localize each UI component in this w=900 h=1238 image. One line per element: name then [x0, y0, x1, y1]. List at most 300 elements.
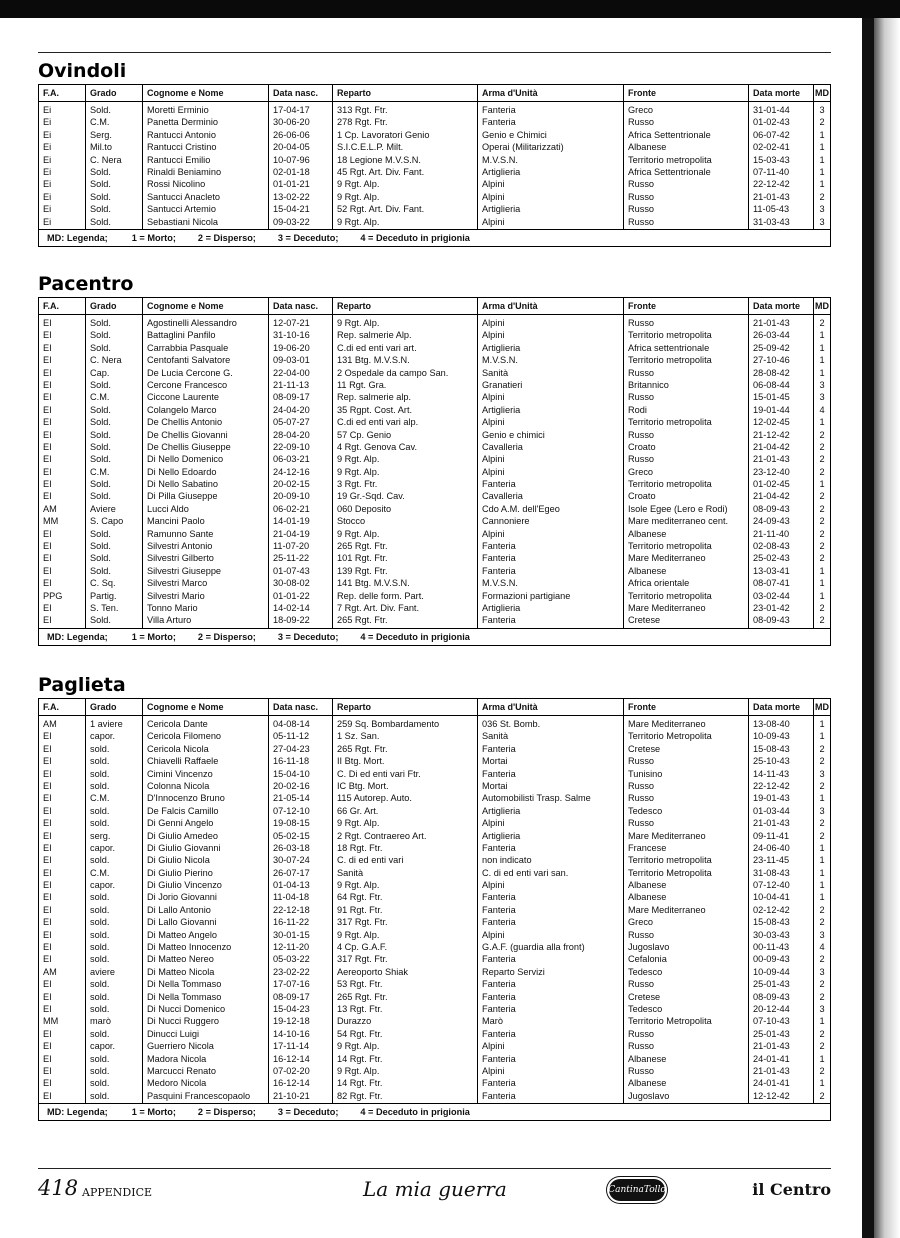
cell-data-nasc: 06-03-21	[273, 454, 310, 465]
cell-data-nasc: 21-11-13	[273, 379, 310, 390]
cell-data-morte: 21-04-42	[753, 441, 790, 452]
cell-grado: Serg.	[90, 129, 112, 140]
cell-fronte: Greco	[628, 917, 654, 928]
cell-data-nasc: 16-11-22	[273, 917, 310, 928]
table-row	[39, 191, 830, 203]
cell-arma: Granatieri	[482, 379, 523, 390]
table-row	[39, 129, 830, 141]
section-title: Pacentro	[38, 273, 134, 295]
cell-data-nasc: 31-10-16	[273, 330, 310, 341]
cell-fronte: Albanese	[628, 528, 667, 539]
cell-grado: sold.	[90, 1090, 110, 1101]
cell-data-morte: 15-01-45	[753, 392, 790, 403]
cell-md: 1	[819, 867, 825, 878]
cell-fronte: Croato	[628, 491, 656, 502]
cell-data-morte: 14-11-43	[753, 768, 790, 779]
cell-arma: Reparto Servizi	[482, 966, 545, 977]
cell-fronte: Territorio metropolita	[628, 154, 712, 165]
cell-nome: De Chellis Antonio	[147, 417, 223, 428]
cell-arma: 036 St. Bomb.	[482, 719, 541, 729]
cell-data-morte: 00-09-43	[753, 954, 790, 965]
table-row	[39, 416, 830, 428]
cell-reparto: C. Di ed enti vari Ftr.	[337, 768, 421, 779]
cell-data-morte: 03-02-44	[753, 590, 790, 601]
cell-data-nasc: 26-03-18	[273, 842, 310, 853]
cell-reparto: Rep. salmerie alp.	[337, 392, 412, 403]
cell-md: 1	[819, 855, 825, 866]
cell-fronte: Russo	[628, 318, 655, 328]
cell-fronte: Territorio metropolita	[628, 330, 712, 341]
cell-fronte: Russo	[628, 929, 655, 940]
cell-nome: Di Nella Tommaso	[147, 991, 222, 1002]
cell-nome: Chiavelli Raffaele	[147, 756, 219, 767]
cell-data-nasc: 19-06-20	[273, 342, 310, 353]
cell-arma: Alpini	[482, 929, 505, 940]
cell-fa: EI	[43, 541, 52, 552]
cell-reparto: Durazzo	[337, 1016, 372, 1027]
table-row	[39, 904, 830, 916]
cell-fa: EI	[43, 780, 52, 791]
column-header-nome: Cognome e Nome	[143, 298, 269, 314]
cell-data-nasc: 17-07-16	[273, 979, 310, 990]
cell-fronte: Russo	[628, 392, 655, 403]
cell-grado: sold.	[90, 904, 110, 915]
cell-arma: Fanteria	[482, 954, 516, 965]
table-row	[39, 178, 830, 190]
cell-data-morte: 10-04-41	[753, 892, 790, 903]
cell-data-morte: 21-01-43	[753, 1041, 790, 1052]
cell-md: 2	[819, 503, 825, 514]
cell-nome: Di Giulio Vincenzo	[147, 880, 222, 891]
cell-nome: De Chellis Giuseppe	[147, 441, 231, 452]
cell-reparto: 14 Rgt. Ftr.	[337, 1078, 383, 1089]
column-header-grado: Grado	[86, 298, 143, 314]
cell-nome: Cercone Francesco	[147, 379, 228, 390]
cell-data-nasc: 25-11-22	[273, 553, 310, 564]
page-footer	[38, 1176, 831, 1208]
table-row	[39, 565, 830, 577]
cell-reparto: 060 Deposito	[337, 503, 392, 514]
table-row	[39, 391, 830, 403]
cell-data-nasc: 01-07-43	[273, 565, 310, 576]
cell-fronte: Mare Mediterraneo	[628, 553, 706, 564]
cell-data-morte: 26-03-44	[753, 330, 790, 341]
cell-grado: Sold.	[90, 454, 111, 465]
cell-arma: C. di ed enti vari san.	[482, 867, 569, 878]
cell-nome: Di Nello Domenico	[147, 454, 224, 465]
cell-md: 1	[819, 842, 825, 853]
cell-data-nasc: 05-03-22	[273, 954, 310, 965]
cell-reparto: 7 Rgt. Art. Div. Fant.	[337, 602, 420, 613]
cell-arma: Fanteria	[482, 1078, 516, 1089]
cell-nome: Medoro Nicola	[147, 1078, 207, 1089]
cell-grado: sold.	[90, 929, 110, 940]
cell-reparto: 82 Rgt. Ftr.	[337, 1090, 383, 1101]
cell-fronte: Russo	[628, 818, 655, 829]
cell-fronte: Russo	[628, 1041, 655, 1052]
cell-md: 1	[819, 1053, 825, 1064]
cell-arma: Fanteria	[482, 917, 516, 928]
cell-nome: Marcucci Renato	[147, 1065, 216, 1076]
cell-nome: Di Nucci Ruggero	[147, 1016, 219, 1027]
cell-reparto: Rep. delle form. Part.	[337, 590, 424, 601]
cell-md: 2	[819, 1065, 825, 1076]
cell-fa: EI	[43, 615, 52, 626]
cell-arma: Fanteria	[482, 743, 516, 754]
cell-reparto: 259 Sq. Bombardamento	[337, 719, 440, 729]
cell-grado: C.M.	[90, 793, 110, 804]
cell-data-morte: 13-03-41	[753, 565, 790, 576]
cell-fronte: Territorio metropolita	[628, 479, 712, 490]
cell-reparto: 91 Rgt. Ftr.	[337, 904, 383, 915]
cell-data-morte: 21-12-42	[753, 429, 790, 440]
cell-grado: sold.	[90, 1078, 110, 1089]
cell-grado: Sold.	[90, 204, 111, 215]
column-header-reparto: Reparto	[333, 699, 478, 715]
table-row	[39, 1040, 830, 1052]
cell-fa: EI	[43, 1065, 52, 1076]
table-row	[39, 577, 830, 589]
cell-arma: M.V.S.N.	[482, 355, 518, 366]
table-row	[39, 540, 830, 552]
column-header-fa: F.A.	[39, 699, 86, 715]
column-header-arma: Arma d'Unità	[478, 699, 624, 715]
cell-arma: Fanteria	[482, 553, 516, 564]
column-header-grado: Grado	[86, 85, 143, 101]
cell-fa: EI	[43, 917, 52, 928]
cell-data-nasc: 07-02-20	[273, 1065, 310, 1076]
cell-data-morte: 19-01-44	[753, 404, 790, 415]
cell-fa: EI	[43, 330, 52, 341]
cell-fronte: Mare Mediterraneo	[628, 602, 706, 613]
cell-arma: Alpini	[482, 466, 505, 477]
cell-nome: Agostinelli Alessandro	[147, 318, 237, 328]
legend-item: 3 = Deceduto;	[277, 232, 339, 243]
column-header-data-nasc: Data nasc.	[269, 298, 333, 314]
cell-data-morte: 07-12-40	[753, 880, 790, 891]
cell-arma: non indicato	[482, 855, 532, 866]
cell-reparto: 4 Cp. G.A.F.	[337, 942, 388, 953]
cell-fronte: Territorio metropolita	[628, 855, 712, 866]
cell-arma: Alpini	[482, 216, 505, 227]
cell-data-nasc: 04-08-14	[273, 719, 310, 729]
cell-md: 2	[819, 602, 825, 613]
cell-md: 4	[819, 942, 825, 953]
cell-fronte: Russo	[628, 429, 655, 440]
cell-fronte: Russo	[628, 216, 655, 227]
cell-fronte: Mare Mediterraneo	[628, 904, 706, 915]
legend-item: 1 = Morto;	[131, 232, 176, 243]
cell-fa: EI	[43, 979, 52, 990]
cell-data-nasc: 27-04-23	[273, 743, 310, 754]
cell-fa: MM	[43, 516, 59, 527]
column-header-data-morte: Data morte	[749, 298, 814, 314]
cell-data-morte: 25-10-43	[753, 756, 790, 767]
cell-fronte: Croato	[628, 441, 656, 452]
cell-data-morte: 24-09-43	[753, 516, 790, 527]
cell-md: 1	[819, 565, 825, 576]
publication-title: La mia guerra	[363, 1177, 507, 1201]
table-row	[39, 1015, 830, 1027]
cell-reparto: 9 Rgt. Alp.	[337, 179, 380, 190]
cell-grado: sold.	[90, 743, 110, 754]
cell-md: 1	[819, 719, 825, 729]
cell-grado: Sold.	[90, 379, 111, 390]
table-row	[39, 780, 830, 792]
cell-data-nasc: 09-03-01	[273, 355, 310, 366]
cell-grado: marò	[90, 1016, 111, 1027]
cell-fa: Ei	[43, 105, 52, 115]
cell-data-nasc: 21-10-21	[273, 1090, 310, 1101]
cell-nome: Di Giulio Giovanni	[147, 842, 221, 853]
cell-fa: EI	[43, 929, 52, 940]
cell-fa: EI	[43, 805, 52, 816]
cell-data-nasc: 01-04-13	[273, 880, 310, 891]
table-row	[39, 116, 830, 128]
cell-md: 2	[819, 516, 825, 527]
cell-arma: Fanteria	[482, 991, 516, 1002]
cell-grado: Sold.	[90, 105, 111, 115]
cell-reparto: 35 Rgpt. Cost. Art.	[337, 404, 413, 415]
top-rule	[38, 52, 831, 53]
table-row	[39, 552, 830, 564]
cell-fa: EI	[43, 553, 52, 564]
cell-md: 3	[819, 805, 825, 816]
cell-reparto: 45 Rgt. Art. Div. Fant.	[337, 166, 425, 177]
md-legend	[39, 1103, 830, 1120]
cell-fa: EI	[43, 392, 52, 403]
table-row	[39, 342, 830, 354]
cell-fronte: Rodi	[628, 404, 647, 415]
cell-md: 3	[819, 105, 825, 115]
cell-reparto: 313 Rgt. Ftr.	[337, 105, 388, 115]
cell-data-morte: 08-07-41	[753, 578, 790, 589]
legend-item: 3 = Deceduto;	[277, 1107, 339, 1118]
cell-reparto: 66 Gr. Art.	[337, 805, 379, 816]
cell-nome: Cimini Vincenzo	[147, 768, 213, 779]
cell-fa: EI	[43, 1028, 52, 1039]
cell-md: 1	[819, 892, 825, 903]
cell-nome: Silvestri Mario	[147, 590, 205, 601]
cell-arma: Fanteria	[482, 1028, 516, 1039]
cell-nome: Di Nello Sabatino	[147, 479, 218, 490]
cell-fa: EI	[43, 1078, 52, 1089]
cell-fa: Ei	[43, 204, 52, 215]
cell-md: 2	[819, 954, 825, 965]
table-row	[39, 614, 830, 626]
cell-fronte: Africa Settentrionale	[628, 129, 711, 140]
cell-reparto: 265 Rgt. Ftr.	[337, 615, 388, 626]
cell-reparto: 9 Rgt. Alp.	[337, 466, 380, 477]
cell-arma: Artiglieria	[482, 602, 521, 613]
cell-data-nasc: 01-01-22	[273, 590, 310, 601]
cell-arma: Alpini	[482, 818, 505, 829]
cell-grado: Mil.to	[90, 142, 112, 153]
cell-fronte: Russo	[628, 204, 655, 215]
cell-data-nasc: 10-07-96	[273, 154, 310, 165]
cell-data-morte: 06-08-44	[753, 379, 790, 390]
cell-md: 1	[819, 731, 825, 742]
cell-md: 2	[819, 1028, 825, 1039]
cell-reparto: 13 Rgt. Ftr.	[337, 1003, 383, 1014]
cell-data-nasc: 19-12-18	[273, 1016, 310, 1027]
cell-md: 1	[819, 793, 825, 804]
cell-fa: EI	[43, 904, 52, 915]
cell-arma: Fanteria	[482, 979, 516, 990]
cell-arma: Fanteria	[482, 117, 516, 128]
cell-grado: sold.	[90, 1028, 110, 1039]
cell-reparto: IC Btg. Mort.	[337, 780, 389, 791]
table-row	[39, 854, 830, 866]
cell-reparto: 2 Ospedale da campo San.	[337, 367, 449, 378]
table-row	[39, 354, 830, 366]
cell-fa: EI	[43, 842, 52, 853]
cell-grado: Sold.	[90, 528, 111, 539]
cell-data-morte: 06-07-42	[753, 129, 790, 140]
cell-data-nasc: 30-01-15	[273, 929, 310, 940]
cell-data-morte: 21-01-43	[753, 454, 790, 465]
cell-data-morte: 08-09-43	[753, 991, 790, 1002]
cell-nome: Colonna Nicola	[147, 780, 210, 791]
cell-arma: Fanteria	[482, 892, 516, 903]
cell-data-nasc: 12-11-20	[273, 942, 310, 953]
cell-fa: EI	[43, 991, 52, 1002]
cell-arma: Alpini	[482, 392, 505, 403]
cell-data-nasc: 14-01-19	[273, 516, 310, 527]
cell-fa: EI	[43, 1053, 52, 1064]
cell-data-morte: 30-03-43	[753, 929, 790, 940]
cell-data-morte: 11-05-43	[753, 204, 790, 215]
section-paglieta	[38, 672, 831, 1121]
cell-data-morte: 27-10-46	[753, 355, 790, 366]
column-header-md: MD	[815, 301, 829, 311]
cell-nome: Centofanti Salvatore	[147, 355, 231, 366]
cell-grado: sold.	[90, 805, 110, 816]
cell-data-nasc: 18-09-22	[273, 615, 310, 626]
table-row	[39, 379, 830, 391]
cell-data-nasc: 11-07-20	[273, 541, 310, 552]
cell-nome: Silvestri Giuseppe	[147, 565, 222, 576]
cell-data-nasc: 20-02-16	[273, 780, 310, 791]
cell-fronte: Territorio Metropolita	[628, 1016, 712, 1027]
cell-grado: capor.	[90, 1041, 116, 1052]
cell-data-nasc: 24-12-16	[273, 466, 310, 477]
cell-arma: Automobilisti Trasp. Salme	[482, 793, 591, 804]
cell-grado: S. Ten.	[90, 602, 119, 613]
cell-fa: EI	[43, 892, 52, 903]
cell-data-morte: 00-11-43	[753, 942, 790, 953]
cell-arma: Fanteria	[482, 1003, 516, 1014]
table-row	[39, 768, 830, 780]
cell-fronte: Cretese	[628, 991, 661, 1002]
cell-grado: Sold.	[90, 615, 111, 626]
cell-fa: EI	[43, 404, 52, 415]
cell-arma: Cdo A.M. dell'Egeo	[482, 503, 560, 514]
cell-md: 2	[819, 454, 825, 465]
table-row	[39, 991, 830, 1003]
table-row	[39, 1077, 830, 1089]
cell-data-nasc: 17-04-17	[273, 105, 310, 115]
cell-data-morte: 10-09-44	[753, 966, 790, 977]
cell-nome: Di Giulio Amedeo	[147, 830, 218, 841]
cell-data-morte: 23-11-45	[753, 855, 790, 866]
legend-item: 2 = Disperso;	[197, 232, 256, 243]
cell-nome: De Lucia Cercone G.	[147, 367, 233, 378]
cell-md: 2	[819, 830, 825, 841]
cell-reparto: S.I.C.E.L.P. Milt.	[337, 142, 404, 153]
cell-fronte: Territorio metropolita	[628, 355, 712, 366]
cell-fronte: Greco	[628, 105, 654, 115]
cell-data-morte: 15-08-43	[753, 917, 790, 928]
newspaper-name: il Centro	[752, 1180, 831, 1199]
cell-fa: EI	[43, 793, 52, 804]
cell-grado: C. Nera	[90, 355, 122, 366]
legend-item: 4 = Deceduto in prigionia	[360, 1107, 470, 1118]
table-row	[39, 730, 830, 742]
cell-fa: EI	[43, 1041, 52, 1052]
table-row	[39, 978, 830, 990]
cell-md: 1	[819, 355, 825, 366]
cell-data-morte: 31-08-43	[753, 867, 790, 878]
cell-fronte: Albanese	[628, 892, 667, 903]
cell-data-nasc: 24-04-20	[273, 404, 310, 415]
column-header-md: MD	[815, 702, 829, 712]
cell-fa: Ei	[43, 191, 52, 202]
table-row	[39, 329, 830, 341]
legend-item: 3 = Deceduto;	[277, 631, 339, 642]
cell-data-morte: 19-01-43	[753, 793, 790, 804]
table-row	[39, 602, 830, 614]
cell-grado: Sold.	[90, 541, 111, 552]
cell-fa: EI	[43, 578, 52, 589]
cell-data-morte: 08-09-43	[753, 615, 790, 626]
cell-md: 1	[819, 330, 825, 341]
cell-md: 1	[819, 1016, 825, 1027]
cell-md: 3	[819, 204, 825, 215]
cell-reparto: 115 Autorep. Auto.	[337, 793, 412, 804]
cell-arma: Fanteria	[482, 105, 516, 115]
table-row	[39, 203, 830, 215]
cell-grado: C.M.	[90, 466, 110, 477]
cell-data-nasc: 22-09-10	[273, 441, 310, 452]
cell-fronte: Territorio Metropolita	[628, 867, 712, 878]
cell-md: 4	[819, 404, 825, 415]
section-pacentro	[38, 271, 831, 646]
table-header	[39, 85, 830, 102]
table-row	[39, 805, 830, 817]
cell-md: 1	[819, 142, 825, 153]
cell-fa: AM	[43, 966, 57, 977]
legend-item: 2 = Disperso;	[197, 1107, 256, 1118]
cell-data-nasc: 09-03-22	[273, 216, 310, 227]
cell-data-morte: 10-09-43	[753, 731, 790, 742]
cell-fronte: Territorio Metropolita	[628, 731, 712, 742]
cell-reparto: 54 Rgt. Ftr.	[337, 1028, 383, 1039]
cell-reparto: C.di ed enti vari art.	[337, 342, 417, 353]
cell-grado: Aviere	[90, 503, 116, 514]
column-header-nome: Cognome e Nome	[143, 699, 269, 715]
cell-data-morte: 13-08-40	[753, 719, 790, 729]
table-row	[39, 141, 830, 153]
cell-reparto: 9 Rgt. Alp.	[337, 880, 380, 891]
cell-data-morte: 07-11-40	[753, 166, 790, 177]
cell-arma: Marò	[482, 1016, 503, 1027]
cell-grado: sold.	[90, 942, 110, 953]
cell-arma: Alpini	[482, 179, 505, 190]
cell-grado: sold.	[90, 756, 110, 767]
table-body	[39, 716, 830, 1103]
cell-data-nasc: 08-09-17	[273, 392, 310, 403]
